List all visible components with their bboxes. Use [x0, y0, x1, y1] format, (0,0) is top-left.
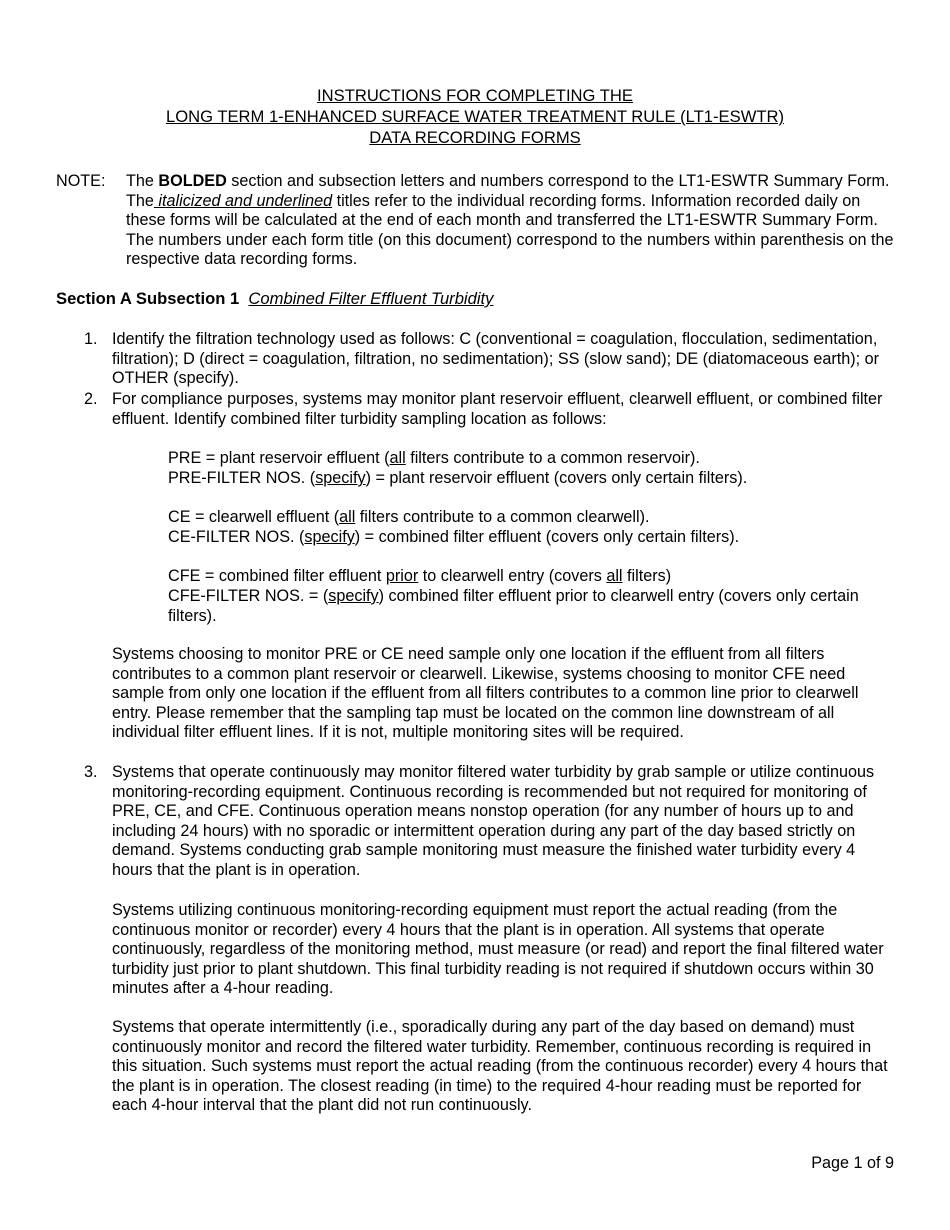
definition-pre-filter: PRE-FILTER NOS. (specify) = plant reservoir effluent (covers only certain filters).: [168, 469, 748, 487]
definition-cfe: CFE = combined filter effluent prior to clearwell entry (covers all filters): [168, 567, 672, 585]
note-block: [56, 172, 896, 270]
definition-pre: PRE = plant reservoir effluent (all filters contribute to a common reservoir).: [168, 449, 700, 467]
list-item: [84, 390, 896, 429]
note-text-2: section and subsection letters and numbers correspond to the LT1-ESWTR Summary Form. The: [126, 172, 890, 210]
note-label: NOTE:: [56, 172, 106, 190]
item-number: 3.: [84, 763, 98, 781]
item-number: 2.: [84, 390, 98, 408]
item-number: 1.: [84, 330, 98, 348]
paragraph-sampling: Systems choosing to monitor PRE or CE need sample only one location if the effluent from all filters contributes to a common plant reservoir or clearwell. Likewise, systems choosing to monitor CFE need sample from only one location if the effluent from all filters contributes to a common line prior to clearwell entry. Please remember that the sampling tap must be located on the common line downstream of all individual filter effluent lines. If it is not, multiple monitoring sites will be required.: [112, 645, 859, 742]
paragraph-intermittent: Systems that operate intermittently (i.e., sporadically during any part of the day based on demand) must continuously monitor and record the filtered water turbidity. Remember, continuous recording is required in this situation. Such systems must report the actual reading (from the continuous recorder) every 4 hours that the plant is in operation. The closest reading (in time) to the required 4-hour reading must be reported for each 4-hour interval that the plant did not run continuously.: [112, 1018, 888, 1115]
note-text-3: titles refer to the individual recording forms. Information recorded daily on these forms will be calculated at the end of each month and transferred the LT1-ESWTR Summary Form. The numbers under each form title (on this document) correspond to the numbers within parenthesis on the respective data recording forms.: [126, 191, 894, 269]
note-italic: italicized and underlined: [153, 191, 333, 210]
title-line-3: DATA RECORDING FORMS: [369, 128, 581, 147]
section-title: Combined Filter Effluent Turbidity: [248, 289, 494, 308]
note-text-1: The: [126, 172, 159, 190]
page-number: Page 1 of 9: [811, 1154, 894, 1172]
section-heading: [56, 289, 493, 309]
definition-cfe-filter: CFE-FILTER NOS. = (specify) combined filter effluent prior to clearwell entry (covers only certain filters).: [168, 587, 859, 625]
title-line-1: INSTRUCTIONS FOR COMPLETING THE: [317, 86, 633, 105]
item-text: Systems that operate continuously may monitor filtered water turbidity by grab sample or utilize continuous monitoring-recording equipment. Continuous recording is recommended but not required for monitoring of PRE, CE, and CFE. Continuous operation means nonstop operation (for any number of hours up to and including 24 hours) with no sporadic or intermittent operation during any part of the day based strictly on demand. Systems conducting grab sample monitoring must measure the finished water turbidity every 4 hours that the plant is in operation.: [112, 763, 875, 879]
list-item: [84, 330, 896, 389]
list-item: [84, 763, 896, 881]
note-text: [126, 172, 896, 270]
note-bolded: BOLDED: [158, 172, 227, 190]
item-text: For compliance purposes, systems may monitor plant reservoir effluent, clearwell effluent, or combined filter effluent. Identify combined filter turbidity sampling location as follows:: [112, 390, 883, 428]
definition-ce: CE = clearwell effluent (all filters contribute to a common clearwell).: [168, 508, 650, 526]
document-title: [0, 85, 950, 148]
section-label: Section A Subsection 1: [56, 289, 240, 308]
definition-ce-filter: CE-FILTER NOS. (specify) = combined filter effluent (covers only certain filters).: [168, 528, 740, 546]
item-text: Identify the filtration technology used as follows: C (conventional = coagulation, flocculation, sedimentation, filtration); D (direct = coagulation, filtration, no sedimentation); SS (slow sand); DE (diatomaceous earth); or OTHER (specify).: [112, 330, 880, 388]
title-line-2: LONG TERM 1-ENHANCED SURFACE WATER TREATMENT RULE (LT1-ESWTR): [165, 107, 785, 126]
paragraph-continuous: Systems utilizing continuous monitoring-recording equipment must report the actual reading (from the continuous monitor or recorder) every 4 hours that the plant is in operation. All systems that operate continuously, regardless of the monitoring method, must measure (or read) and report the final filtered water turbidity just prior to plant shutdown. This final turbidity reading is not required if shutdown occurs within 30 minutes after a 4-hour reading.: [112, 901, 884, 998]
